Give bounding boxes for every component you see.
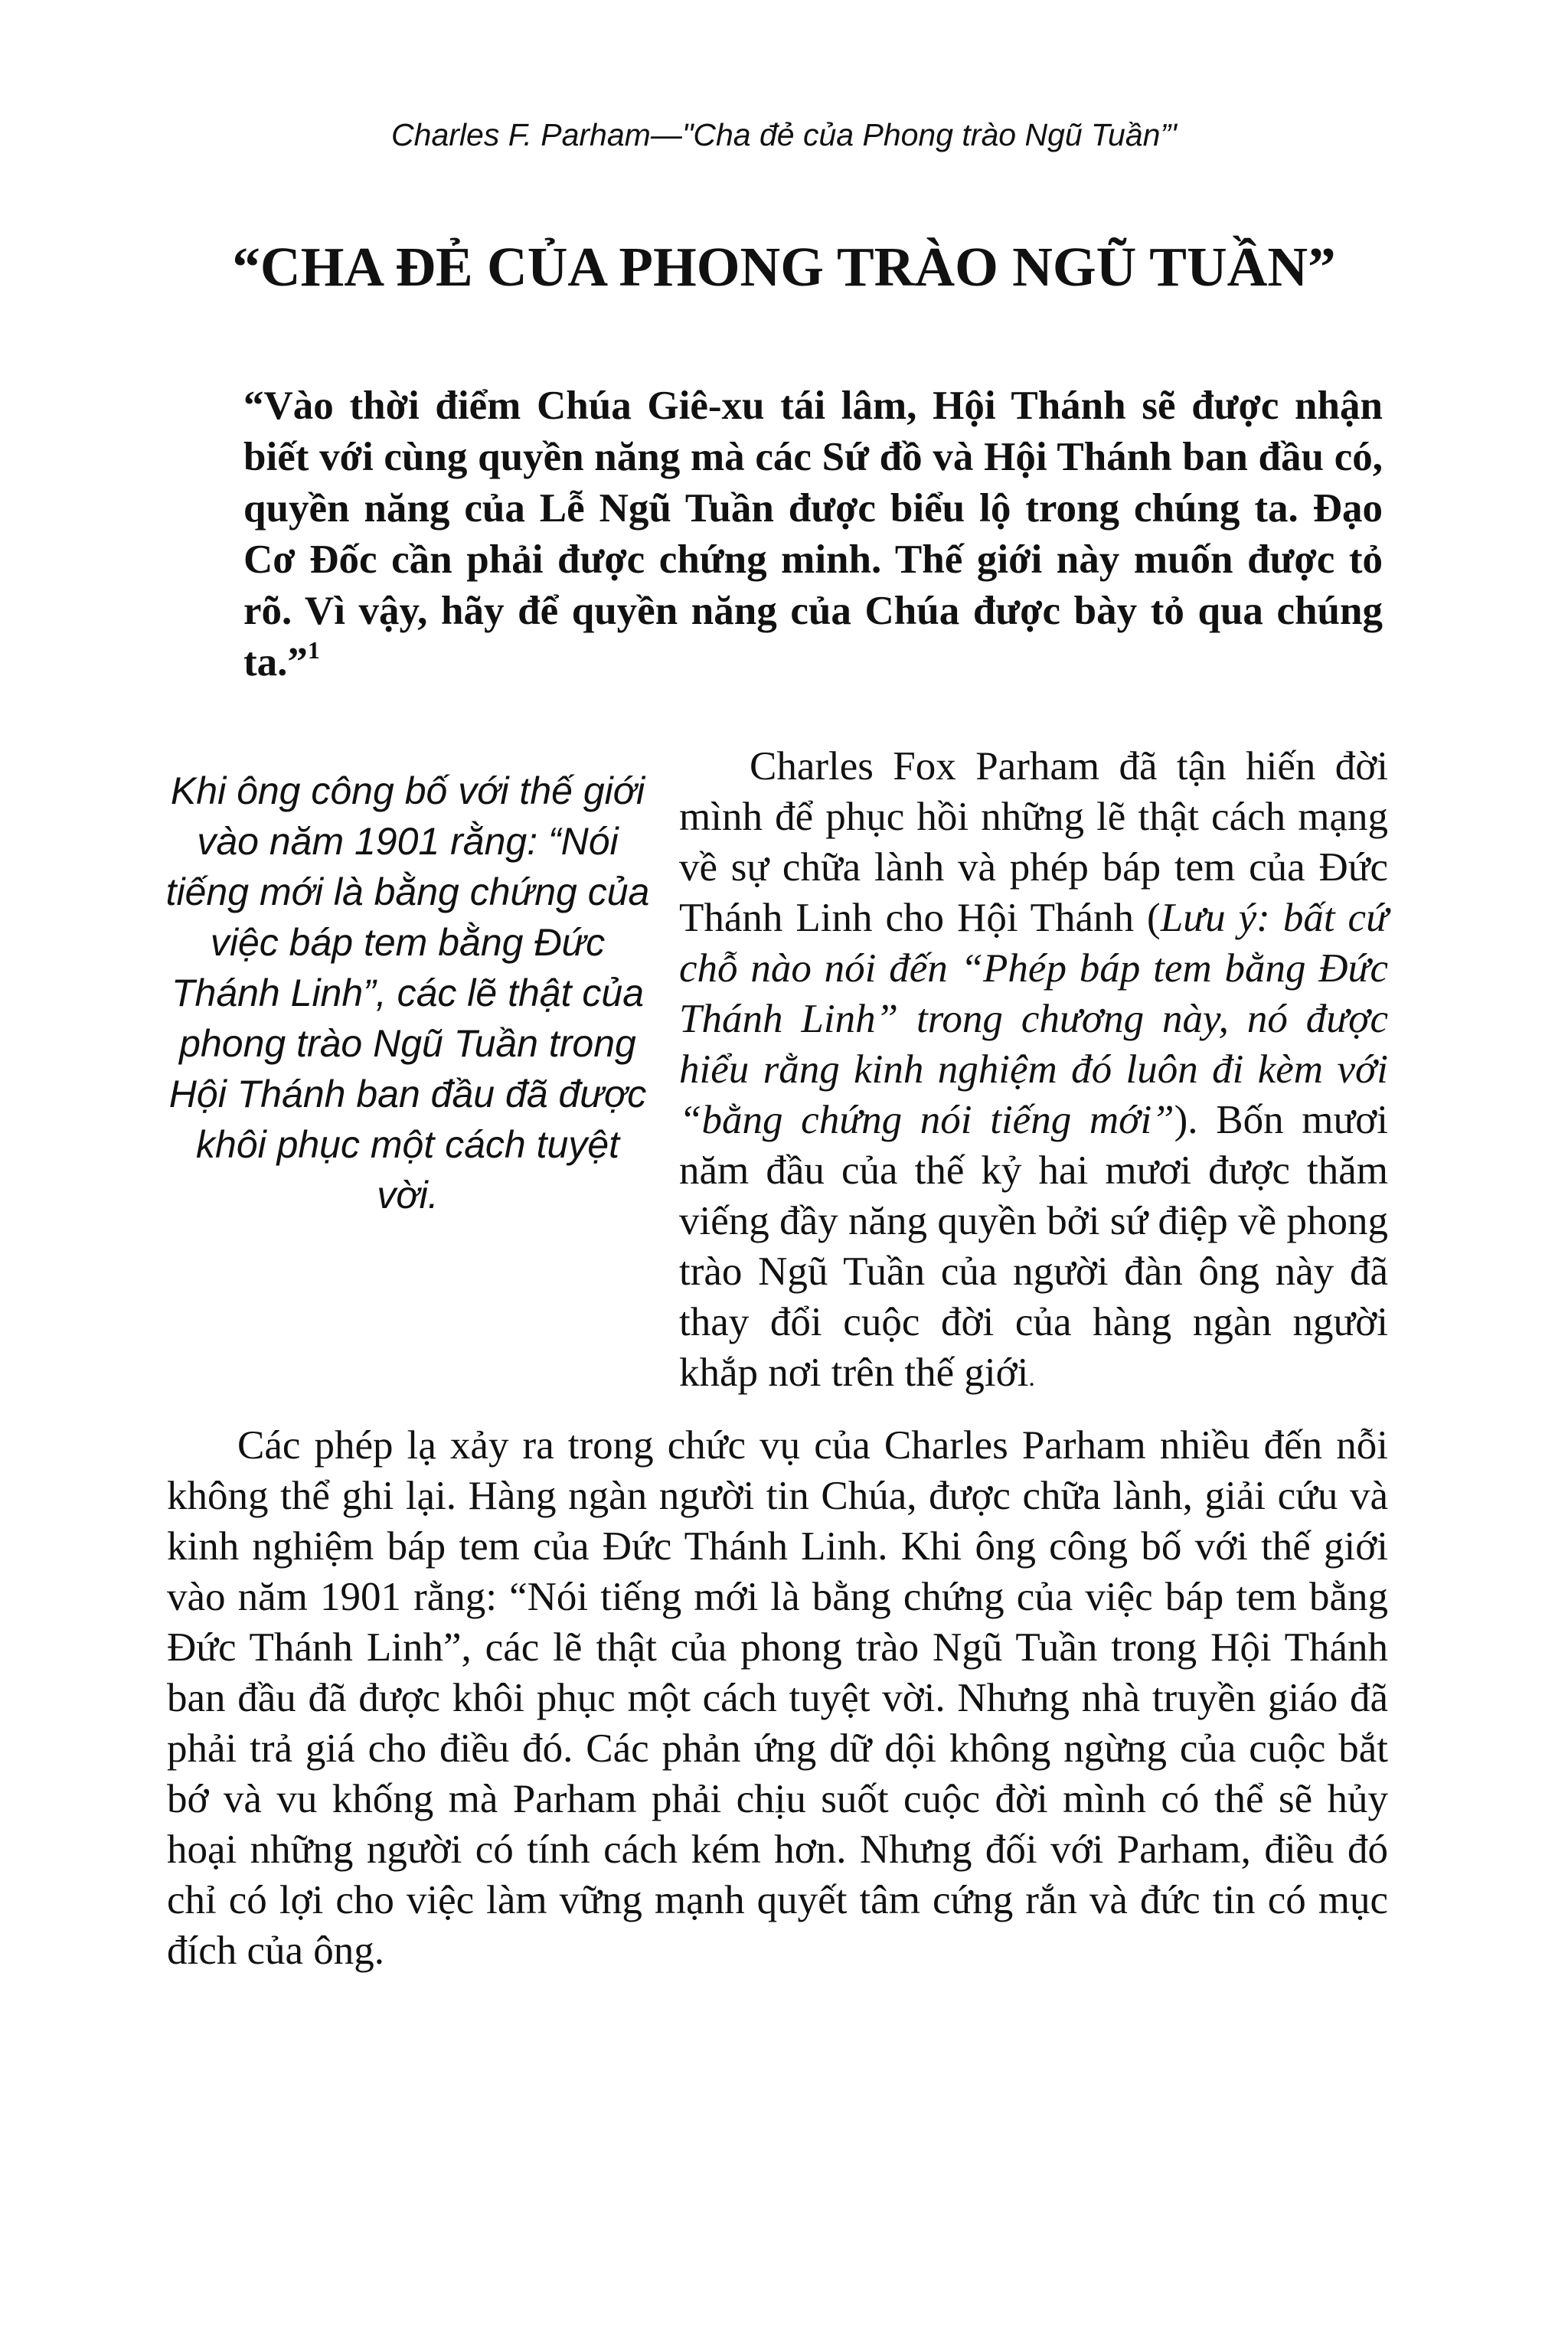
pull-quote: Khi ông công bố với thế giới vào năm 1901 rằng: “Nói tiếng mới là bằng chứng của việc báp tem bằng Đức Thánh Linh”, các lẽ thật của phong trào Ngũ Tuần trong Hội Thánh ban đầu đã được khôi phục một cách tuyệt vời. xyxy=(165,769,650,1216)
main-paragraph: Các phép lạ xảy ra trong chức vụ của Charles Parham nhiều đến nỗi không thể ghi lại. Hàng ngàn người tin Chúa, được chữa lành, giải cứu và kinh nghiệm báp tem của Đức Thánh Linh. Khi ông công bố với thế giới vào năm 1901 rằng: “Nói tiếng mới là bằng chứng của việc báp tem bằng Đức Thánh Linh”, các lẽ thật của phong trào Ngũ Tuần trong Hội Thánh ban đầu đã được khôi phục một cách tuyệt vời. Nhưng nhà truyền giáo đã phải trả giá cho điều đó. Các phản ứng dữ dội không ngừng của cuộc bắt bớ và vu khống mà Parham phải chịu suốt cuộc đời mình có thể sẽ hủy hoại những người có tính cách kém hơn. Nhưng đối với Parham, điều đó chỉ có lợi cho việc làm vững mạnh quyết tâm cứng rắn và đức tin có mục đích của ông. xyxy=(167,1423,1388,1973)
epigraph-text: “Vào thời điểm Chúa Giê-xu tái lâm, Hội Thánh sẽ được nhận biết với cùng quyền năng mà các Sứ đồ và Hội Thánh ban đầu có, quyền năng của Lễ Ngũ Tuần được biểu lộ trong chúng ta. Đạo Cơ Đốc cần phải được chứng minh. Thế giới này muốn được tỏ rõ. Vì vậy, hãy để quyền năng của Chúa được bày tỏ qua chúng ta.” xyxy=(243,384,1383,684)
chapter-title: “CHA ĐẺ CỦA PHONG TRÀO NGŨ TUẦN” xyxy=(232,236,1336,298)
intro-paragraph-part1: Charles Fox Parham đã tận hiến đời mình để phục hồi những lẽ thật cách mạng về sự chữa lành và phép báp tem của Đức Thánh Linh cho Hội Thánh ( xyxy=(679,744,1388,940)
intro-paragraph-part2: ). Bốn mươi năm đầu của thế kỷ hai mươi được thăm viếng đầy năng quyền bởi sứ điệp về phong trào Ngũ Tuần của người đàn ông này đã thay đổi cuộc đời của hàng ngàn người khắp nơi trên thế giới xyxy=(679,1098,1388,1395)
footnote-reference[interactable]: 1 xyxy=(307,636,320,664)
intro-paragraph-note: Lưu ý: bất cứ chỗ nào nói đến “Phép báp tem bằng Đức Thánh Linh” trong chương này, nó được hiểu rằng kinh nghiệm đó luôn đi kèm với “bằng chứng nói tiếng mới” xyxy=(679,896,1388,1142)
intro-paragraph-end-mark: . xyxy=(1028,1363,1035,1392)
epigraph-quote xyxy=(243,380,1383,688)
intro-paragraph xyxy=(679,741,1388,1403)
running-header: Charles F. Parham—"Cha đẻ của Phong trào Ngũ Tuần”' xyxy=(391,117,1177,152)
